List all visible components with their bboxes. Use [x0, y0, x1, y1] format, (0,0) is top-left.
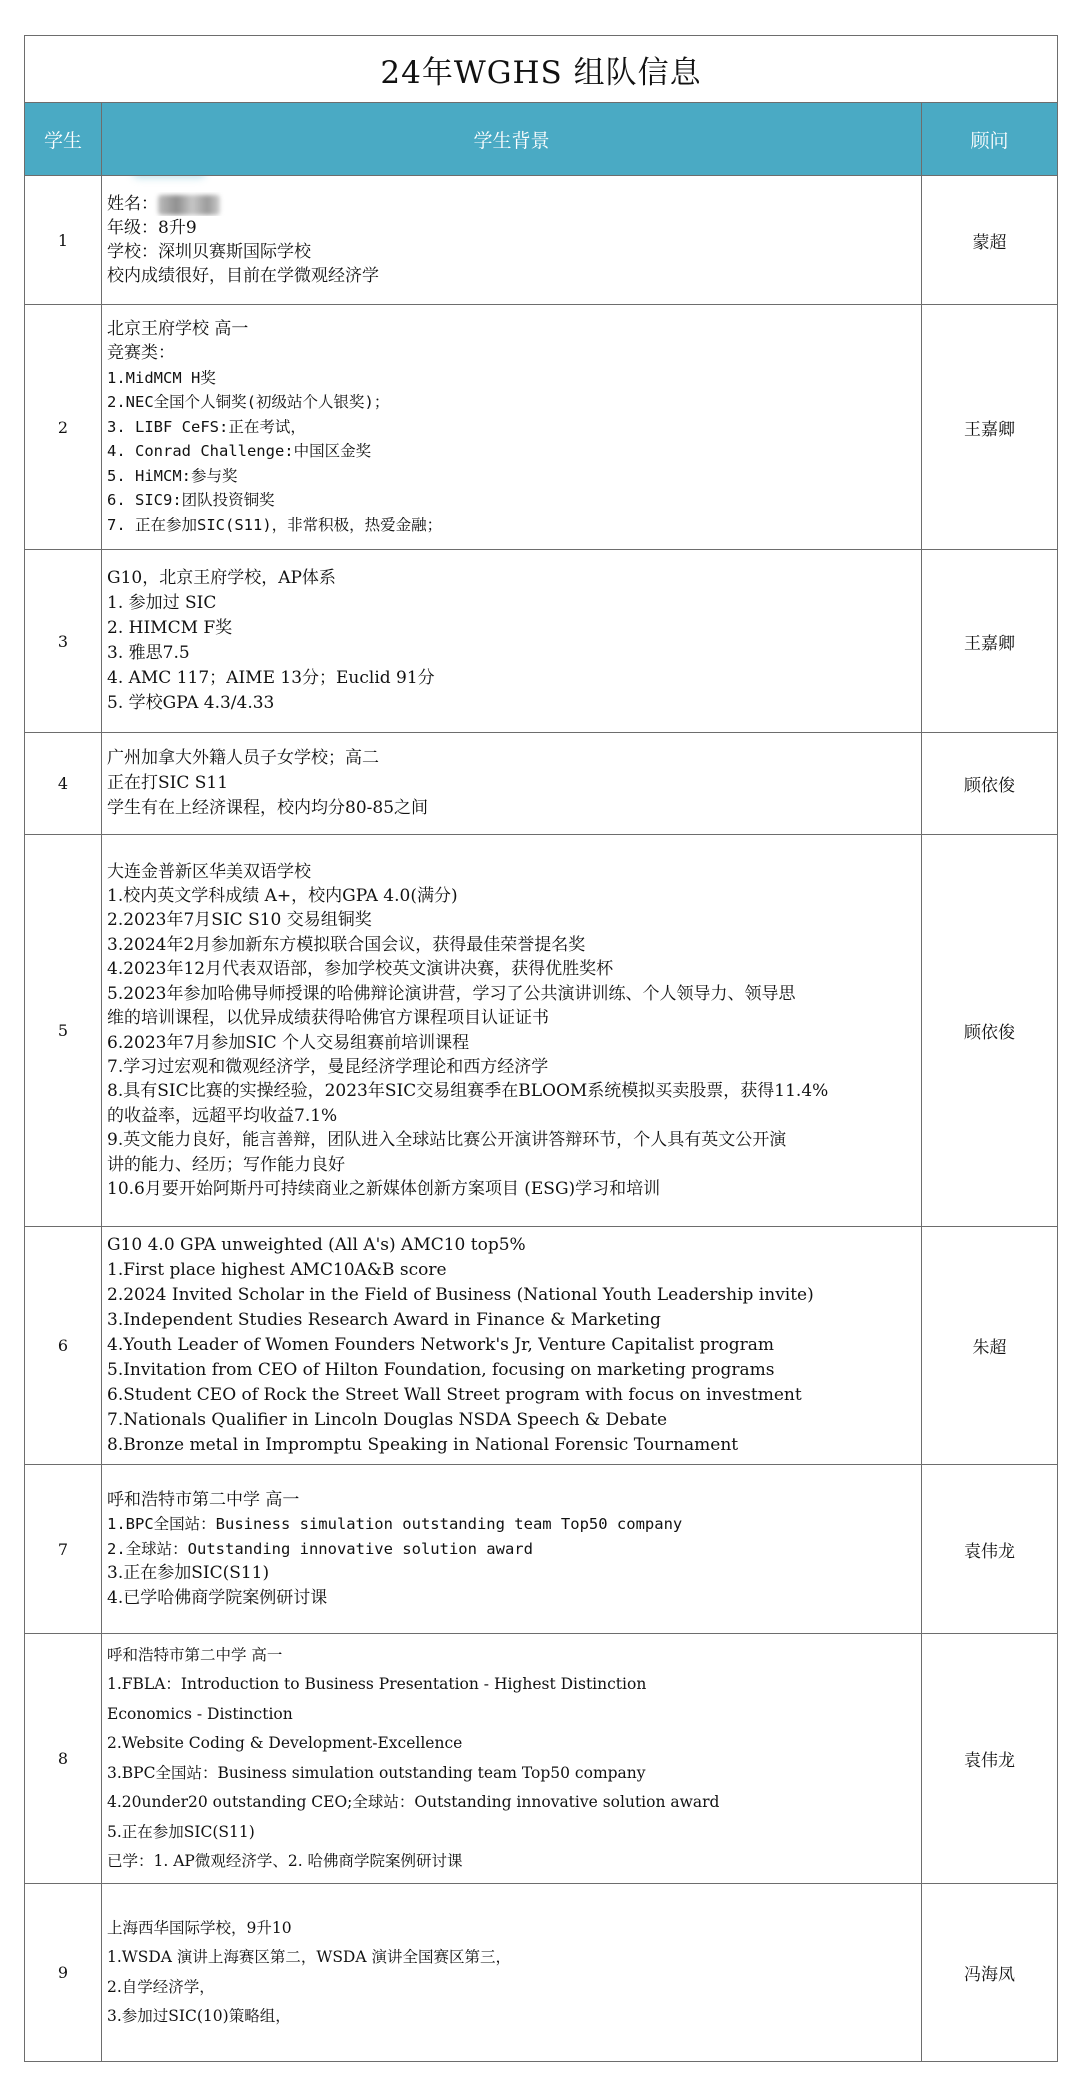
- row-number: 2: [25, 305, 102, 550]
- background-line: 5.正在参加SIC(S11): [107, 1822, 255, 1841]
- table-row: [25, 550, 1058, 733]
- background-line: 2.2023年7月SIC S10 交易组铜奖: [107, 910, 372, 931]
- background-line: 3.正在参加SIC(S11): [107, 1563, 270, 1584]
- background-line: 3.2024年2月参加新东方模拟联合国会议，获得最佳荣誉提名奖: [107, 934, 586, 955]
- background-line: 维的培训课程，以优异成绩获得哈佛官方课程项目认证证书: [107, 1008, 549, 1029]
- header-student: 学生: [25, 103, 102, 176]
- background-line: 1.BPC全国站：Business simulation outstanding team Top50 company: [107, 1515, 683, 1534]
- background-line: 4. Conrad Challenge:中国区金奖: [107, 442, 372, 461]
- background-line: 2.全球站：Outstanding innovative solution award: [107, 1539, 533, 1558]
- background-line: 1.MidMCM H奖: [107, 368, 216, 387]
- background-line: 2.Website Coding & Development-Excellence: [107, 1734, 463, 1752]
- background-line: 10.6月要开始阿斯丹可持续商业之新媒体创新方案项目 (ESG)学习和培训: [107, 1178, 661, 1199]
- table-row: [25, 1634, 1058, 1884]
- background-line: 2.NEC全国个人铜奖(初级站个人银奖)；: [107, 393, 390, 412]
- header-row: [25, 103, 1058, 176]
- background-line: 大连金普新区华美双语学校: [107, 861, 311, 882]
- header-background: 学生背景: [102, 103, 922, 176]
- team-info-sheet: [24, 35, 1057, 2062]
- row-number: 8: [25, 1634, 102, 1884]
- row-number: 7: [25, 1465, 102, 1634]
- advisor-name: 袁伟龙: [922, 1465, 1058, 1634]
- row-number: 6: [25, 1227, 102, 1465]
- background-line: 6.Student CEO of Rock the Street Wall Street program with focus on investment: [107, 1385, 802, 1405]
- background-line: 4.已学哈佛商学院案例研讨课: [107, 1587, 328, 1608]
- page-title: 24年WGHS 组队信息: [25, 36, 1058, 103]
- background-line: 2. HIMCM F奖: [107, 618, 233, 638]
- background-line: 讲的能力、经历；写作能力良好: [107, 1154, 345, 1175]
- advisor-name: 朱超: [922, 1227, 1058, 1465]
- name-line: [107, 192, 916, 216]
- background-line: 7.Nationals Qualifier in Lincoln Douglas NSDA Speech & Debate: [107, 1410, 668, 1430]
- table-row: [25, 733, 1058, 835]
- background-line: 6.2023年7月参加SIC 个人交易组赛前培训课程: [107, 1032, 470, 1053]
- background-line: 5. 学校GPA 4.3/4.33: [107, 693, 275, 713]
- background-line: 3. 雅思7.5: [107, 643, 190, 663]
- background-line: 7. 正在参加SIC(S11)，非常积极，热爱金融；: [107, 515, 443, 534]
- background-line: 广州加拿大外籍人员子女学校；高二: [107, 748, 379, 768]
- background-line: 已学：1. AP微观经济学、2. 哈佛商学院案例研讨课: [107, 1852, 463, 1870]
- advisor-name: 王嘉卿: [922, 305, 1058, 550]
- student-background: [102, 1227, 922, 1465]
- background-line: 1.FBLA：Introduction to Business Presentation - Highest Distinction: [107, 1675, 647, 1693]
- background-line: 8.Bronze metal in Impromptu Speaking in National Forensic Tournament: [107, 1435, 739, 1455]
- background-line: 5. HiMCM:参与奖: [107, 466, 238, 485]
- advisor-name: 顾依俊: [922, 835, 1058, 1227]
- background-line: 1.First place highest AMC10A&B score: [107, 1260, 447, 1280]
- student-background: [102, 550, 922, 733]
- background-line: 5.Invitation from CEO of Hilton Foundation, focusing on marketing programs: [107, 1360, 775, 1380]
- background-line: 2.2024 Invited Scholar in the Field of Business (National Youth Leadership invite): [107, 1285, 814, 1305]
- background-line: 9.英文能力良好，能言善辩，团队进入全球站比赛公开演讲答辩环节，个人具有英文公开演: [107, 1130, 787, 1151]
- table-row: [25, 835, 1058, 1227]
- advisor-name: 顾依俊: [922, 733, 1058, 835]
- student-background: [102, 305, 922, 550]
- background-line: 学生有在上经济课程，校内均分80-85之间: [107, 798, 429, 818]
- student-background: [102, 1465, 922, 1634]
- advisor-name: 冯海凤: [922, 1884, 1058, 2062]
- table-row: [25, 1465, 1058, 1634]
- background-line: 4. AMC 117；AIME 13分；Euclid 91分: [107, 668, 435, 688]
- background-line: 竞赛类：: [107, 343, 175, 364]
- student-background: [102, 1634, 922, 1884]
- background-line: 校内成绩很好，目前在学微观经济学: [107, 266, 379, 286]
- background-line: 年级：8升9: [107, 218, 197, 238]
- background-line: 4.20under20 outstanding CEO;全球站：Outstanding innovative solution award: [107, 1793, 720, 1811]
- background-line: 4.Youth Leader of Women Founders Network's Jr, Venture Capitalist program: [107, 1335, 775, 1355]
- advisor-name: 王嘉卿: [922, 550, 1058, 733]
- header-advisor: 顾问: [922, 103, 1058, 176]
- background-line: 3.Independent Studies Research Award in Finance & Marketing: [107, 1310, 661, 1330]
- background-line: 的收益率，远超平均收益7.1%: [107, 1105, 338, 1126]
- row-number: 3: [25, 550, 102, 733]
- background-line: Economics - Distinction: [107, 1704, 293, 1723]
- background-line: 呼和浩特市第二中学 高一: [107, 1645, 283, 1664]
- team-table: [24, 35, 1058, 2062]
- row-number: 4: [25, 733, 102, 835]
- background-line: 3.参加过SIC(10)策略组，: [107, 2007, 291, 2025]
- background-line: 8.具有SIC比赛的实操经验，2023年SIC交易组赛季在BLOOM系统模拟买卖股票，获得11.4%: [107, 1081, 829, 1102]
- student-background: [102, 835, 922, 1227]
- background-line: 正在打SIC S11: [107, 773, 229, 793]
- table-row: [25, 305, 1058, 550]
- background-line: 3. LIBF CeFS:正在考试，: [107, 417, 306, 436]
- student-background: [102, 733, 922, 835]
- background-line: 2.自学经济学，: [107, 1977, 215, 1996]
- advisor-name: 蒙超: [922, 176, 1058, 305]
- background-line: 7.学习过宏观和微观经济学，曼昆经济学理论和西方经济学: [107, 1056, 549, 1077]
- background-line: 学校：深圳贝赛斯国际学校: [107, 242, 311, 262]
- background-line: 5.2023年参加哈佛导师授课的哈佛辩论演讲营，学习了公共演讲训练、个人领导力、领导思: [107, 983, 796, 1004]
- background-line: 1.校内英文学科成绩 A+，校内GPA 4.0(满分): [107, 886, 458, 907]
- row-number: 5: [25, 835, 102, 1227]
- student-background: [102, 1884, 922, 2062]
- background-line: 北京王府学校 高一: [107, 318, 249, 339]
- name-label: 姓名：: [107, 194, 158, 214]
- background-line: 1.WSDA 演讲上海赛区第二，WSDA 演讲全国赛区第三，: [107, 1948, 511, 1966]
- table-row: [25, 176, 1058, 305]
- background-line: 1. 参加过 SIC: [107, 593, 217, 613]
- redacted-name: [158, 195, 220, 215]
- table-row: [25, 1227, 1058, 1465]
- student-background: [102, 176, 922, 305]
- background-line: 3.BPC全国站：Business simulation outstanding team Top50 company: [107, 1763, 646, 1782]
- background-line: G10，北京王府学校，AP体系: [107, 568, 336, 588]
- background-line: 4.2023年12月代表双语部，参加学校英文演讲决赛，获得优胜奖杯: [107, 959, 614, 980]
- background-line: G10 4.0 GPA unweighted (All A's) AMC10 top5%: [107, 1235, 526, 1255]
- advisor-name: 袁伟龙: [922, 1634, 1058, 1884]
- row-number: 9: [25, 1884, 102, 2062]
- row-number: 1: [25, 176, 102, 305]
- background-line: 6. SIC9:团队投资铜奖: [107, 491, 275, 510]
- background-line: 上海西华国际学校，9升10: [107, 1918, 292, 1937]
- background-line: 呼和浩特市第二中学 高一: [107, 1489, 300, 1510]
- table-row: [25, 1884, 1058, 2062]
